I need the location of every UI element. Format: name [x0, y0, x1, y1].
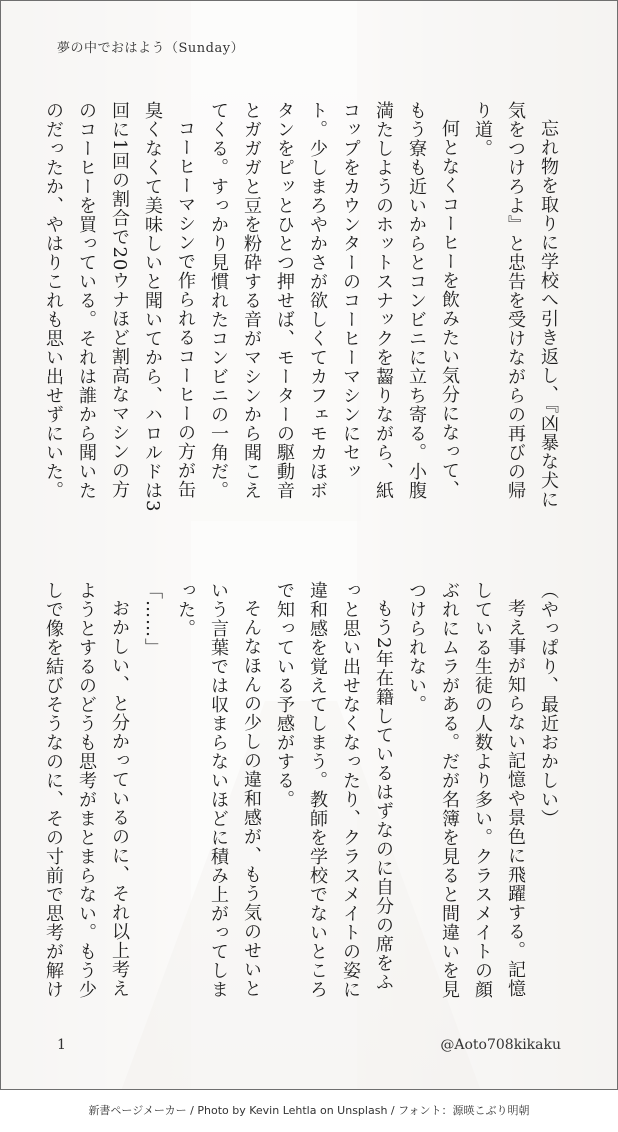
paragraph: 何となくコーヒーを飲みたい気分になって、もう寮も近いからとコンビニに立ち寄る。小腹満たしようのホットスナックを齧りながら、紙コップをカウンターのコーヒーマシンにセット。少しまろやかさが欲しくてカフェモカほボタンをピッとひとつ押せば、モーターの駆動音とガガガと豆を粉砕する音がマシンから聞こえてくる。すっかり見慣れたコンビニの一角だ。 [208, 101, 460, 500]
author-handle: @Aoto708kikaku [440, 1037, 561, 1053]
lower-text-block [43, 581, 565, 1009]
paragraph: おかしい、と分かっているのに、それ以上考えようとするのどうも思考がまとまらない。もう少しで像を結びそうなのに、その寸前で思考が解け [43, 581, 130, 999]
credit-line: 新書ページメーカー / Photo by Kevin Lehtla on Unsplash / フォント：源暎こぶり明朝 [88, 1104, 530, 1117]
paragraph: もう2年在籍しているはずなのに自分の席をふっと思い出せなくなったり、クラスメイトの姿に違和感を覚えてしまう。教師を学校でないところで知っている予感がする。 [274, 581, 394, 999]
page-header-title: 夢の中でおはよう（Sunday） [57, 41, 245, 56]
paragraph: 「……」 [142, 581, 163, 657]
page-number: 1 [57, 1037, 66, 1053]
paragraph: （やっぱり、最近おかしい） [538, 581, 559, 828]
paragraph: そんなほんの少しの違和感が、もう気のせいという言葉では収まらないほどに積み上がってしまった。 [175, 581, 262, 999]
paragraph: 考え事が知らない記憶や景色に飛躍する。記憶している生徒の人数より多い。クラスメイトの顔ぶれにムラがある。だが名簿を見ると間違いを見つけられない。 [406, 581, 526, 999]
upper-text-block [43, 101, 565, 515]
paragraph: 忘れ物を取りに学校へ引き返し、『凶暴な犬に気をつけろよ』と忠告を受けながらの再びの帰り道。 [472, 101, 559, 509]
paragraph: コーヒーマシンで作られるコーヒーの方が缶臭くなくて美味しいと聞いてから、ハロルドは3回に1回の割合で20ウナほど割高なマシンの方のコーヒーを買っている。それは誰から聞いたのだったか、やはりこれも思い出せずにいた。 [43, 101, 196, 513]
